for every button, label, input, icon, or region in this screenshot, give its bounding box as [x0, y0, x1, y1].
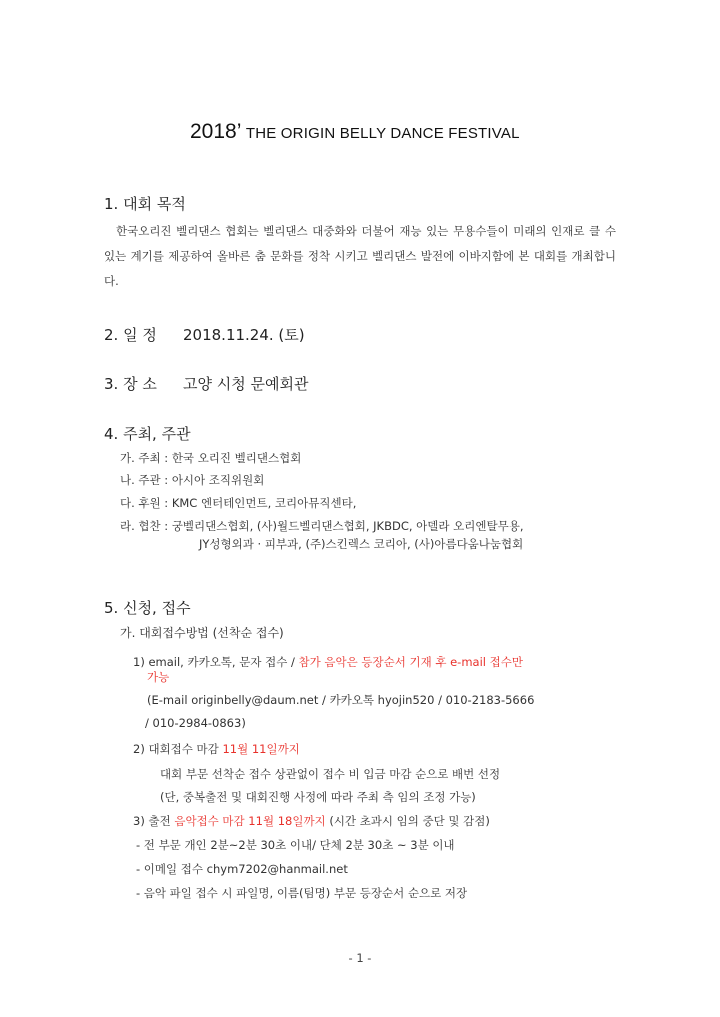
- application-item-2: [133, 741, 300, 757]
- page-number: - 1 -: [348, 951, 372, 965]
- application-item-1: [133, 654, 523, 670]
- sponsor-item: 다. 후원 : KMC 엔터테인먼트, 코리아뮤직센타,: [120, 496, 357, 510]
- section-5-heading: 5. 신청, 접수: [104, 599, 191, 617]
- organizer-item: 나. 주관 : 아시아 조직위원회: [120, 473, 265, 487]
- bullet-2: - 이메일 접수 chym7202@hanmail.net: [136, 862, 348, 876]
- cosponsor-item: 라. 협찬 : 궁벨리댄스협회, (사)월드벨리댄스협회, JKBDC, 아델라 오리엔탈무용,: [120, 519, 524, 533]
- section-3-heading: 3. 장 소: [104, 375, 157, 393]
- contact-line-2: / 010-2984-0863): [145, 716, 246, 730]
- item-1-highlight: 참가 음악은 등장순서 기재 후 e-mail 접수만: [298, 655, 523, 669]
- host-item: 가. 주최 : 한국 오리진 벨리댄스협회: [120, 451, 302, 465]
- item-1-text: 1) email, 카카오톡, 문자 접수 /: [133, 655, 295, 669]
- bullet-3: - 음악 파일 접수 시 파일명, 이름(팀명) 부문 등장순서 순으로 저장: [136, 886, 468, 900]
- section-1-heading: 1. 대회 목적: [104, 195, 186, 213]
- item-1-highlight-cont: 가능: [147, 670, 170, 684]
- section-4-heading: 4. 주최, 주관: [104, 425, 191, 443]
- application-method: 가. 대회접수방법 (선착순 접수): [120, 626, 284, 640]
- item-2-deadline: 11월 11일까지: [222, 742, 300, 756]
- section-2-heading: 2. 일 정: [104, 326, 157, 344]
- page-title: [190, 120, 710, 144]
- title-text: THE ORIGIN BELLY DANCE FESTIVAL: [245, 125, 520, 142]
- item-2-text: 2) 대회접수 마감: [133, 742, 219, 756]
- title-year: 2018’: [190, 120, 242, 143]
- item-2-line-2: (단, 중복출전 및 대회진행 사정에 따라 주최 측 임의 조정 가능): [160, 790, 476, 804]
- item-3-text: 3) 출전: [133, 814, 171, 828]
- section-1-body: 한국오리진 벨리댄스 협회는 벨리댄스 대중화와 더불어 재능 있는 무용수들이 미래의 인재로 클 수 있는 계기를 제공하여 올바른 춤 문화를 정착 시키고 벨리댄스 발전에 이바지함에 본 대회를 개최합니다.: [104, 224, 616, 288]
- application-item-3: [133, 813, 490, 829]
- schedule-date: 2018.11.24. (토): [183, 326, 305, 344]
- contact-line-1: (E-mail originbelly@daum.net / 카카오톡 hyojin520 / 010-2183-5666: [147, 693, 535, 707]
- bullet-1: - 전 부문 개인 2분~2분 30초 이내/ 단체 2분 30초 ~ 3분 이내: [136, 838, 455, 852]
- cosponsor-item-cont: JY성형외과 · 피부과, (주)스킨렉스 코리아, (사)아름다움나눔협회: [199, 537, 524, 551]
- item-2-line-1: 대회 부문 선착순 접수 상관없이 접수 비 입금 마감 순으로 배번 선정: [160, 767, 501, 781]
- item-3-deadline: 음악접수 마감 11월 18일까지: [174, 814, 326, 828]
- item-3-note: (시간 초과시 임의 중단 및 감점): [329, 814, 490, 828]
- venue: 고양 시청 문예회관: [183, 375, 309, 393]
